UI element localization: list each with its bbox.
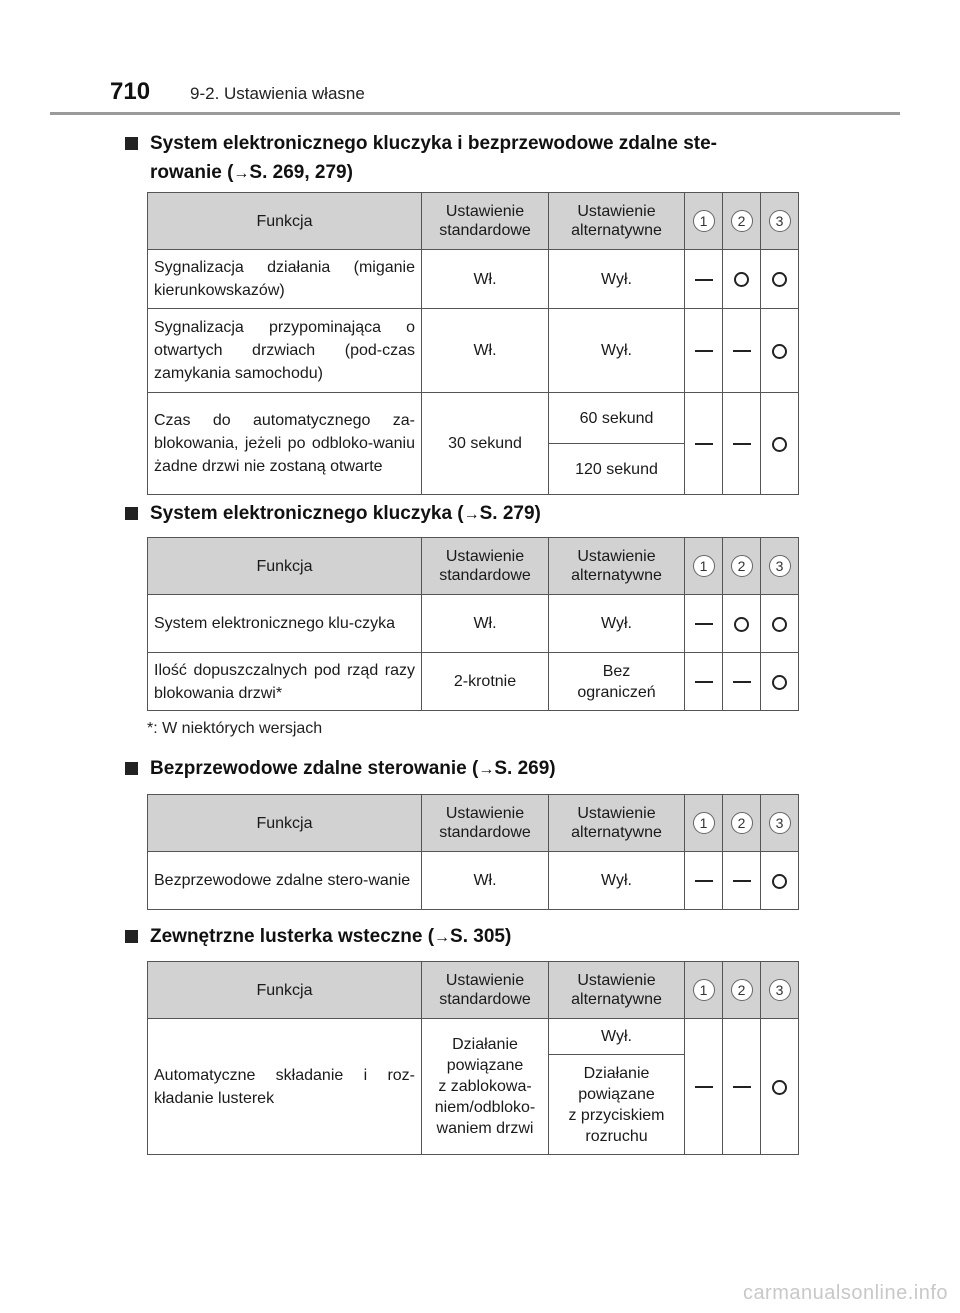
mark-cell — [723, 595, 761, 653]
table-row — [148, 852, 799, 910]
table-row — [148, 309, 799, 393]
mark-cell — [723, 250, 761, 309]
circle-mark-icon — [772, 272, 787, 287]
header-function: Funkcja — [148, 962, 422, 1019]
dash-mark-icon — [695, 681, 713, 683]
header-num-2 — [723, 538, 761, 595]
standard-cell: Wł. — [422, 852, 549, 910]
table-row — [148, 250, 799, 309]
header-function: Funkcja — [148, 193, 422, 250]
header-standard: Ustawienie standardowe — [422, 538, 549, 595]
header-num-3 — [761, 795, 799, 852]
header-num-2 — [723, 795, 761, 852]
mark-cell — [685, 852, 723, 910]
page-header — [110, 78, 365, 106]
circled-number-2-icon: 2 — [731, 812, 753, 834]
header-num-3 — [761, 538, 799, 595]
circle-mark-icon — [772, 874, 787, 889]
alternative-cell: Działanie powiązane z przyciskiem rozruchu — [549, 1055, 685, 1155]
table-row — [148, 1019, 799, 1055]
settings-table-3 — [147, 794, 799, 910]
circled-number-1-icon: 1 — [693, 555, 715, 577]
circle-mark-icon — [734, 272, 749, 287]
function-cell: System elektronicznego klu-czyka — [148, 595, 422, 653]
circled-number-1-icon: 1 — [693, 210, 715, 232]
footnote: *: W niektórych wersjach — [147, 720, 323, 737]
standard-cell: 2-krotnie — [422, 653, 549, 711]
alternative-cell: Wył. — [549, 309, 685, 393]
page-number: 710 — [110, 78, 151, 105]
circled-number-2-icon: 2 — [731, 555, 753, 577]
table-row — [148, 595, 799, 653]
header-alternative: Ustawienie alternatywne — [549, 193, 685, 250]
mark-cell — [685, 1019, 723, 1155]
circle-mark-icon — [772, 437, 787, 452]
dash-mark-icon — [695, 350, 713, 352]
alternative-cell: Wył. — [549, 852, 685, 910]
section-title-1: System elektronicznego kluczyka i bezprzewodowe zdalne ste- rowanie (→S. 269, 279) — [150, 129, 810, 188]
header-num-1 — [685, 962, 723, 1019]
chapter-title: 9-2. Ustawienia własne — [190, 84, 365, 103]
header-num-1 — [685, 795, 723, 852]
settings-table-1 — [147, 192, 799, 495]
function-cell: Sygnalizacja działania (miganie kierunkowskazów) — [148, 250, 422, 309]
standard-cell: 30 sekund — [422, 393, 549, 495]
circled-number-1-icon: 1 — [693, 812, 715, 834]
dash-mark-icon — [695, 623, 713, 625]
mark-cell — [761, 852, 799, 910]
alternative-cell: 120 sekund — [549, 444, 685, 495]
circled-number-3-icon: 3 — [769, 555, 791, 577]
header-num-2 — [723, 193, 761, 250]
table-header-row — [148, 538, 799, 595]
table-row — [148, 393, 799, 444]
dash-mark-icon — [733, 681, 751, 683]
alternative-cell: Wył. — [549, 1019, 685, 1055]
mark-cell — [685, 393, 723, 495]
function-cell: Czas do automatycznego za-blokowania, jeżeli po odbloko-waniu żadne drzwi nie zostaną otwarte — [148, 393, 422, 495]
table-header-row — [148, 795, 799, 852]
mark-cell — [761, 595, 799, 653]
header-standard: Ustawienie standardowe — [422, 795, 549, 852]
function-cell: Bezprzewodowe zdalne stero-wanie — [148, 852, 422, 910]
alternative-cell: Wył. — [549, 595, 685, 653]
square-bullet-icon — [125, 137, 138, 150]
dash-mark-icon — [733, 880, 751, 882]
mark-cell — [723, 309, 761, 393]
square-bullet-icon — [125, 507, 138, 520]
settings-table-4 — [147, 961, 799, 1155]
dash-mark-icon — [733, 443, 751, 445]
circle-mark-icon — [772, 344, 787, 359]
dash-mark-icon — [695, 1086, 713, 1088]
mark-cell — [685, 309, 723, 393]
header-standard: Ustawienie standardowe — [422, 962, 549, 1019]
mark-cell — [685, 653, 723, 711]
header-num-1 — [685, 193, 723, 250]
alternative-cell: Bez ograniczeń — [549, 653, 685, 711]
table-row — [148, 653, 799, 711]
mark-cell — [723, 852, 761, 910]
square-bullet-icon — [125, 762, 138, 775]
watermark: carmanualsonline.info — [742, 1282, 948, 1304]
mark-cell — [761, 250, 799, 309]
header-function: Funkcja — [148, 538, 422, 595]
settings-table-2 — [147, 537, 799, 711]
circle-mark-icon — [734, 617, 749, 632]
header-standard: Ustawienie standardowe — [422, 193, 549, 250]
function-cell: Sygnalizacja przypominająca o otwartych drzwiach (pod-czas zamykania samochodu) — [148, 309, 422, 393]
dash-mark-icon — [695, 279, 713, 281]
alternative-cell: Wył. — [549, 250, 685, 309]
circle-mark-icon — [772, 617, 787, 632]
mark-cell — [723, 653, 761, 711]
dash-mark-icon — [733, 350, 751, 352]
header-divider — [50, 112, 900, 115]
mark-cell — [761, 1019, 799, 1155]
alternative-cell: 60 sekund — [549, 393, 685, 444]
header-alternative: Ustawienie alternatywne — [549, 962, 685, 1019]
dash-mark-icon — [695, 880, 713, 882]
square-bullet-icon — [125, 930, 138, 943]
circled-number-3-icon: 3 — [769, 979, 791, 1001]
function-cell: Automatyczne składanie i roz-kładanie lusterek — [148, 1019, 422, 1155]
standard-cell: Wł. — [422, 595, 549, 653]
standard-cell: Wł. — [422, 309, 549, 393]
circle-mark-icon — [772, 675, 787, 690]
section-title-3: Bezprzewodowe zdalne sterowanie (→S. 269) — [150, 754, 810, 784]
header-num-3 — [761, 193, 799, 250]
header-num-2 — [723, 962, 761, 1019]
circle-mark-icon — [772, 1080, 787, 1095]
circled-number-3-icon: 3 — [769, 812, 791, 834]
circled-number-2-icon: 2 — [731, 210, 753, 232]
circled-number-2-icon: 2 — [731, 979, 753, 1001]
mark-cell — [685, 595, 723, 653]
header-function: Funkcja — [148, 795, 422, 852]
mark-cell — [723, 393, 761, 495]
section-title-2: System elektronicznego kluczyka (→S. 279) — [150, 499, 810, 529]
circled-number-3-icon: 3 — [769, 210, 791, 232]
standard-cell: Wł. — [422, 250, 549, 309]
mark-cell — [723, 1019, 761, 1155]
header-num-3 — [761, 962, 799, 1019]
mark-cell — [761, 653, 799, 711]
dash-mark-icon — [733, 1086, 751, 1088]
dash-mark-icon — [695, 443, 713, 445]
function-cell: Ilość dopuszczalnych pod rząd razy blokowania drzwi* — [148, 653, 422, 711]
header-alternative: Ustawienie alternatywne — [549, 538, 685, 595]
table-header-row — [148, 962, 799, 1019]
circled-number-1-icon: 1 — [693, 979, 715, 1001]
header-alternative: Ustawienie alternatywne — [549, 795, 685, 852]
table-header-row — [148, 193, 799, 250]
mark-cell — [761, 393, 799, 495]
section-title-4: Zewnętrzne lusterka wsteczne (→S. 305) — [150, 922, 810, 952]
header-num-1 — [685, 538, 723, 595]
standard-cell: Działanie powiązane z zablokowa- niem/odbloko- waniem drzwi — [422, 1019, 549, 1155]
mark-cell — [761, 309, 799, 393]
mark-cell — [685, 250, 723, 309]
